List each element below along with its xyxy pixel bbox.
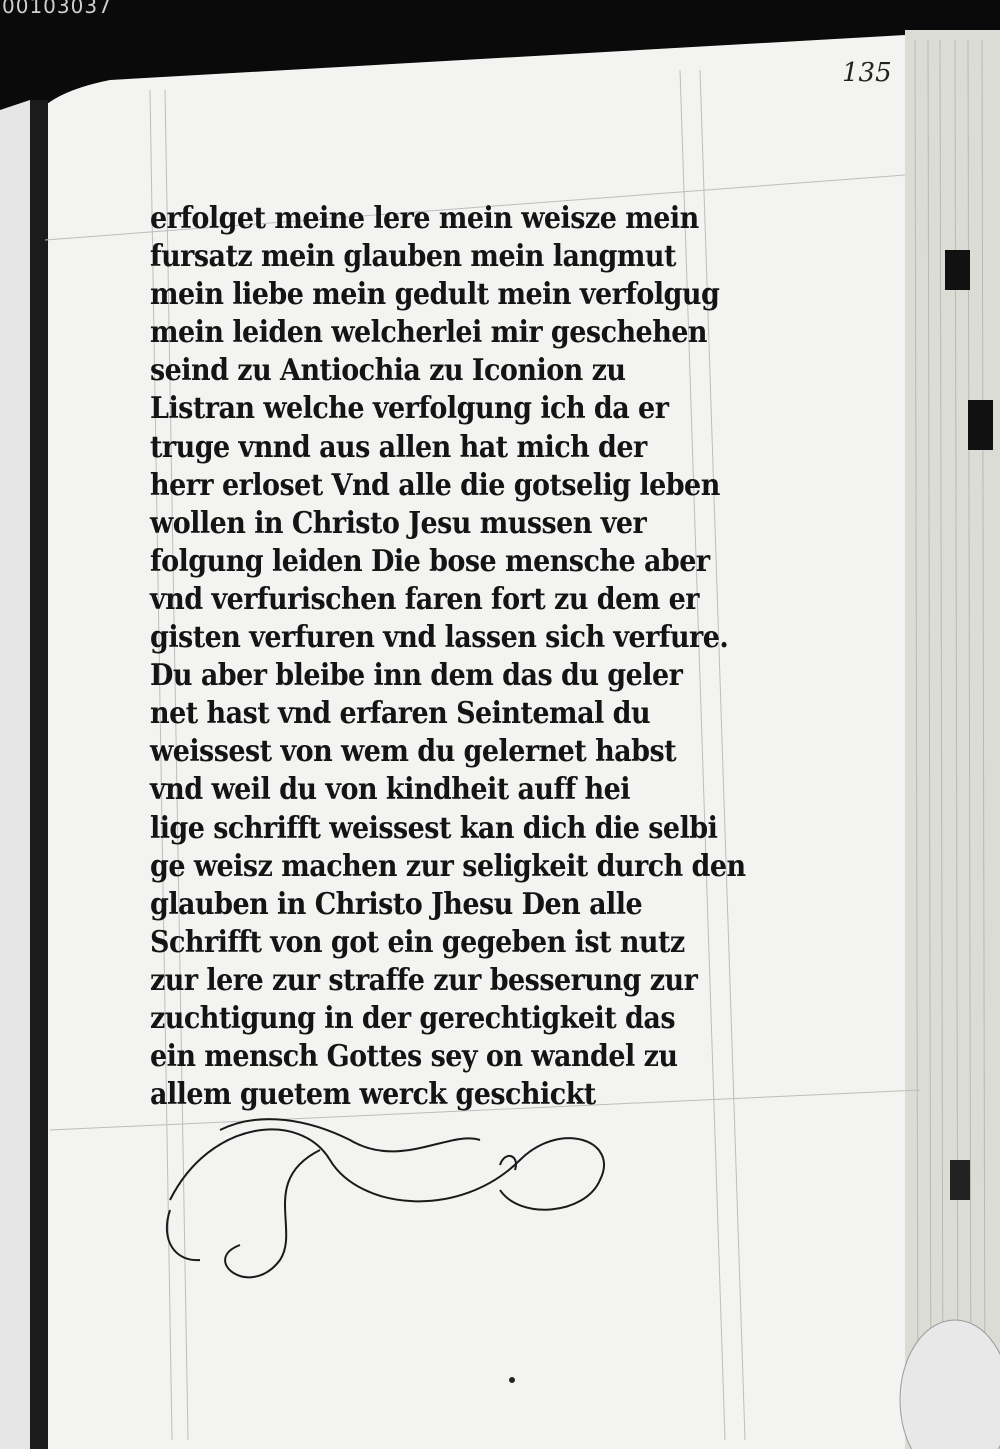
text-line: folgung leiden Die bose mensche aber <box>150 543 710 579</box>
text-line: mein liebe mein gedult mein verfolgug <box>150 277 720 313</box>
text-line: ein mensch Gottes sey on wandel zu <box>150 1039 678 1075</box>
text-line: allem guetem werck geschickt <box>150 1077 596 1113</box>
text-line: truge vnnd aus allen hat mich der <box>150 429 647 465</box>
text-line: lige schrifft weissest kan dich die selbi <box>150 810 718 846</box>
text-line: vnd weil du von kindheit auff hei <box>150 772 630 808</box>
text-line: mein leiden welcherlei mir geschehen <box>150 315 708 351</box>
text-line: zur lere zur straffe zur besserung zur <box>150 962 698 998</box>
text-line: Schrifft von got ein gegeben ist nutz <box>150 924 685 960</box>
text-line: weissest von wem du gelernet habst <box>150 734 677 770</box>
edge-tab <box>945 250 970 290</box>
text-line: erfolget meine lere mein weisze mein <box>150 201 699 236</box>
page-edges <box>905 30 1000 1449</box>
text-line: fursatz mein glauben mein langmut <box>150 239 676 275</box>
text-line: Listran welche verfolgung ich da er <box>150 391 669 427</box>
reference-id: 00103037 <box>2 0 112 18</box>
text-line: herr erloset Vnd alle die gotselig leben <box>150 467 720 503</box>
manuscript-text <box>150 200 750 1114</box>
text-line: seind zu Antiochia zu Iconion zu <box>150 353 626 389</box>
text-line: zuchtigung in der gerechtigkeit das <box>150 1000 675 1036</box>
text-line: vnd verfurischen faren fort zu dem er <box>150 581 699 617</box>
folio-number: 135 <box>842 58 892 88</box>
text-line: gisten verfuren vnd lassen sich verfure. <box>150 620 729 656</box>
text-line: glauben in Christo Jhesu Den alle <box>150 886 643 922</box>
text-line: Du aber bleibe inn dem das du geler <box>150 658 683 694</box>
text-line: net hast vnd erfaren Seintemal du <box>150 696 651 732</box>
text-line: ge weisz machen zur seligkeit durch den <box>150 848 746 884</box>
text-line: wollen in Christo Jesu mussen ver <box>150 505 647 541</box>
edge-tab <box>968 400 993 450</box>
edge-tab <box>950 1160 970 1200</box>
